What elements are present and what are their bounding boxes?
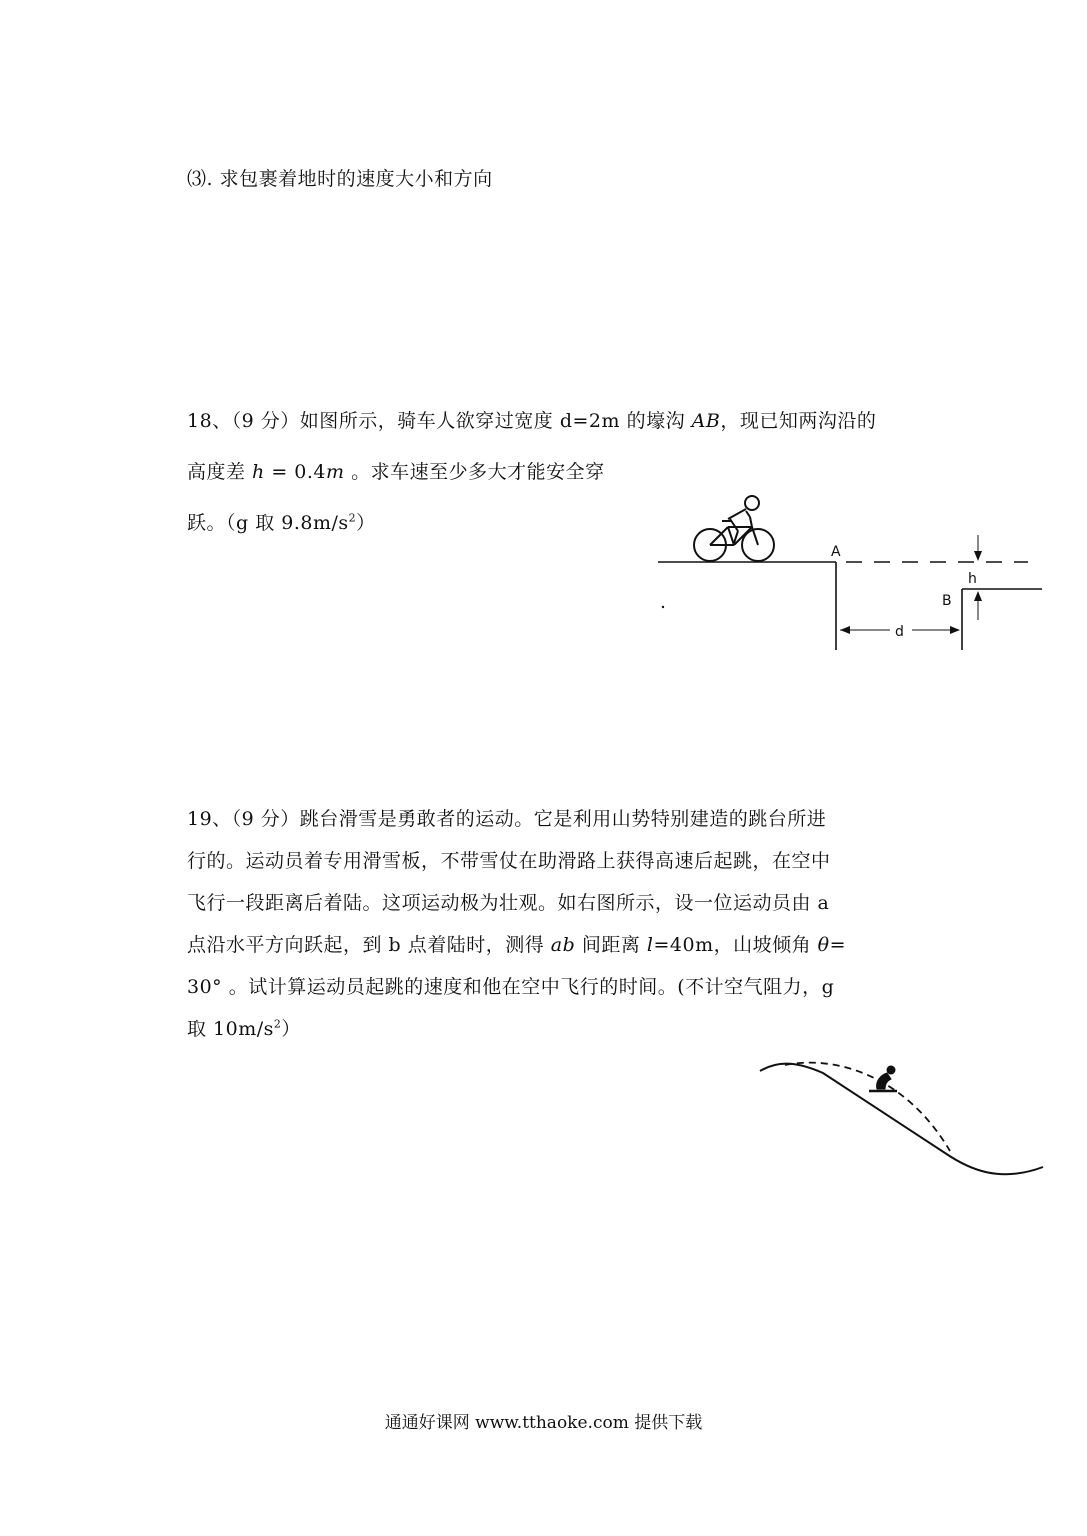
- cyclist-icon: [694, 496, 774, 561]
- label-h: h: [968, 571, 977, 587]
- q19-line2: 行的。运动员着专用滑雪板，不带雪仗在助滑路上获得高速后起跳，在空中: [187, 850, 831, 872]
- ditch-figure: [650, 485, 1050, 660]
- q18-line3: 跃。（g 取 $9.8m/s^2$）: [187, 511, 376, 534]
- label-a: A: [831, 544, 841, 560]
- ski-slope-figure: [755, 1055, 1050, 1185]
- q19-line4: 点沿水平方向跃起，到 b 点着陆时，测得 ab 间距离 l=40m，山坡倾角 θ=: [187, 934, 846, 956]
- q19-line1: 19、（9 分）跳台滑雪是勇敢者的运动。它是利用山势特别建造的跳台所进: [187, 808, 827, 830]
- q19-line5: 30° 。试计算运动员起跳的速度和他在空中飞行的时间。(不计空气阻力，g: [187, 976, 835, 998]
- q17-part3: ⑶. 求包裹着地时的速度大小和方向: [187, 168, 493, 190]
- footer: 通通好课网 www.tthaoke.com 提供下载: [384, 1413, 703, 1433]
- q18-line2: 高度差 h = 0.4m 。求车速至少多大才能安全穿: [187, 461, 605, 483]
- q19-line3: 飞行一段距离后着陆。这项运动极为壮观。如右图所示，设一位运动员由 a: [187, 892, 830, 914]
- q19-line6: 取 $10m/s^2$）: [187, 1017, 301, 1040]
- skier-icon: [869, 1066, 897, 1091]
- label-b: B: [942, 593, 952, 609]
- q18-line1: 18、（9 分）如图所示，骑车人欲穿过宽度 d=2m 的壕沟 AB，现已知两沟沿的: [187, 410, 877, 432]
- label-d: d: [895, 624, 904, 640]
